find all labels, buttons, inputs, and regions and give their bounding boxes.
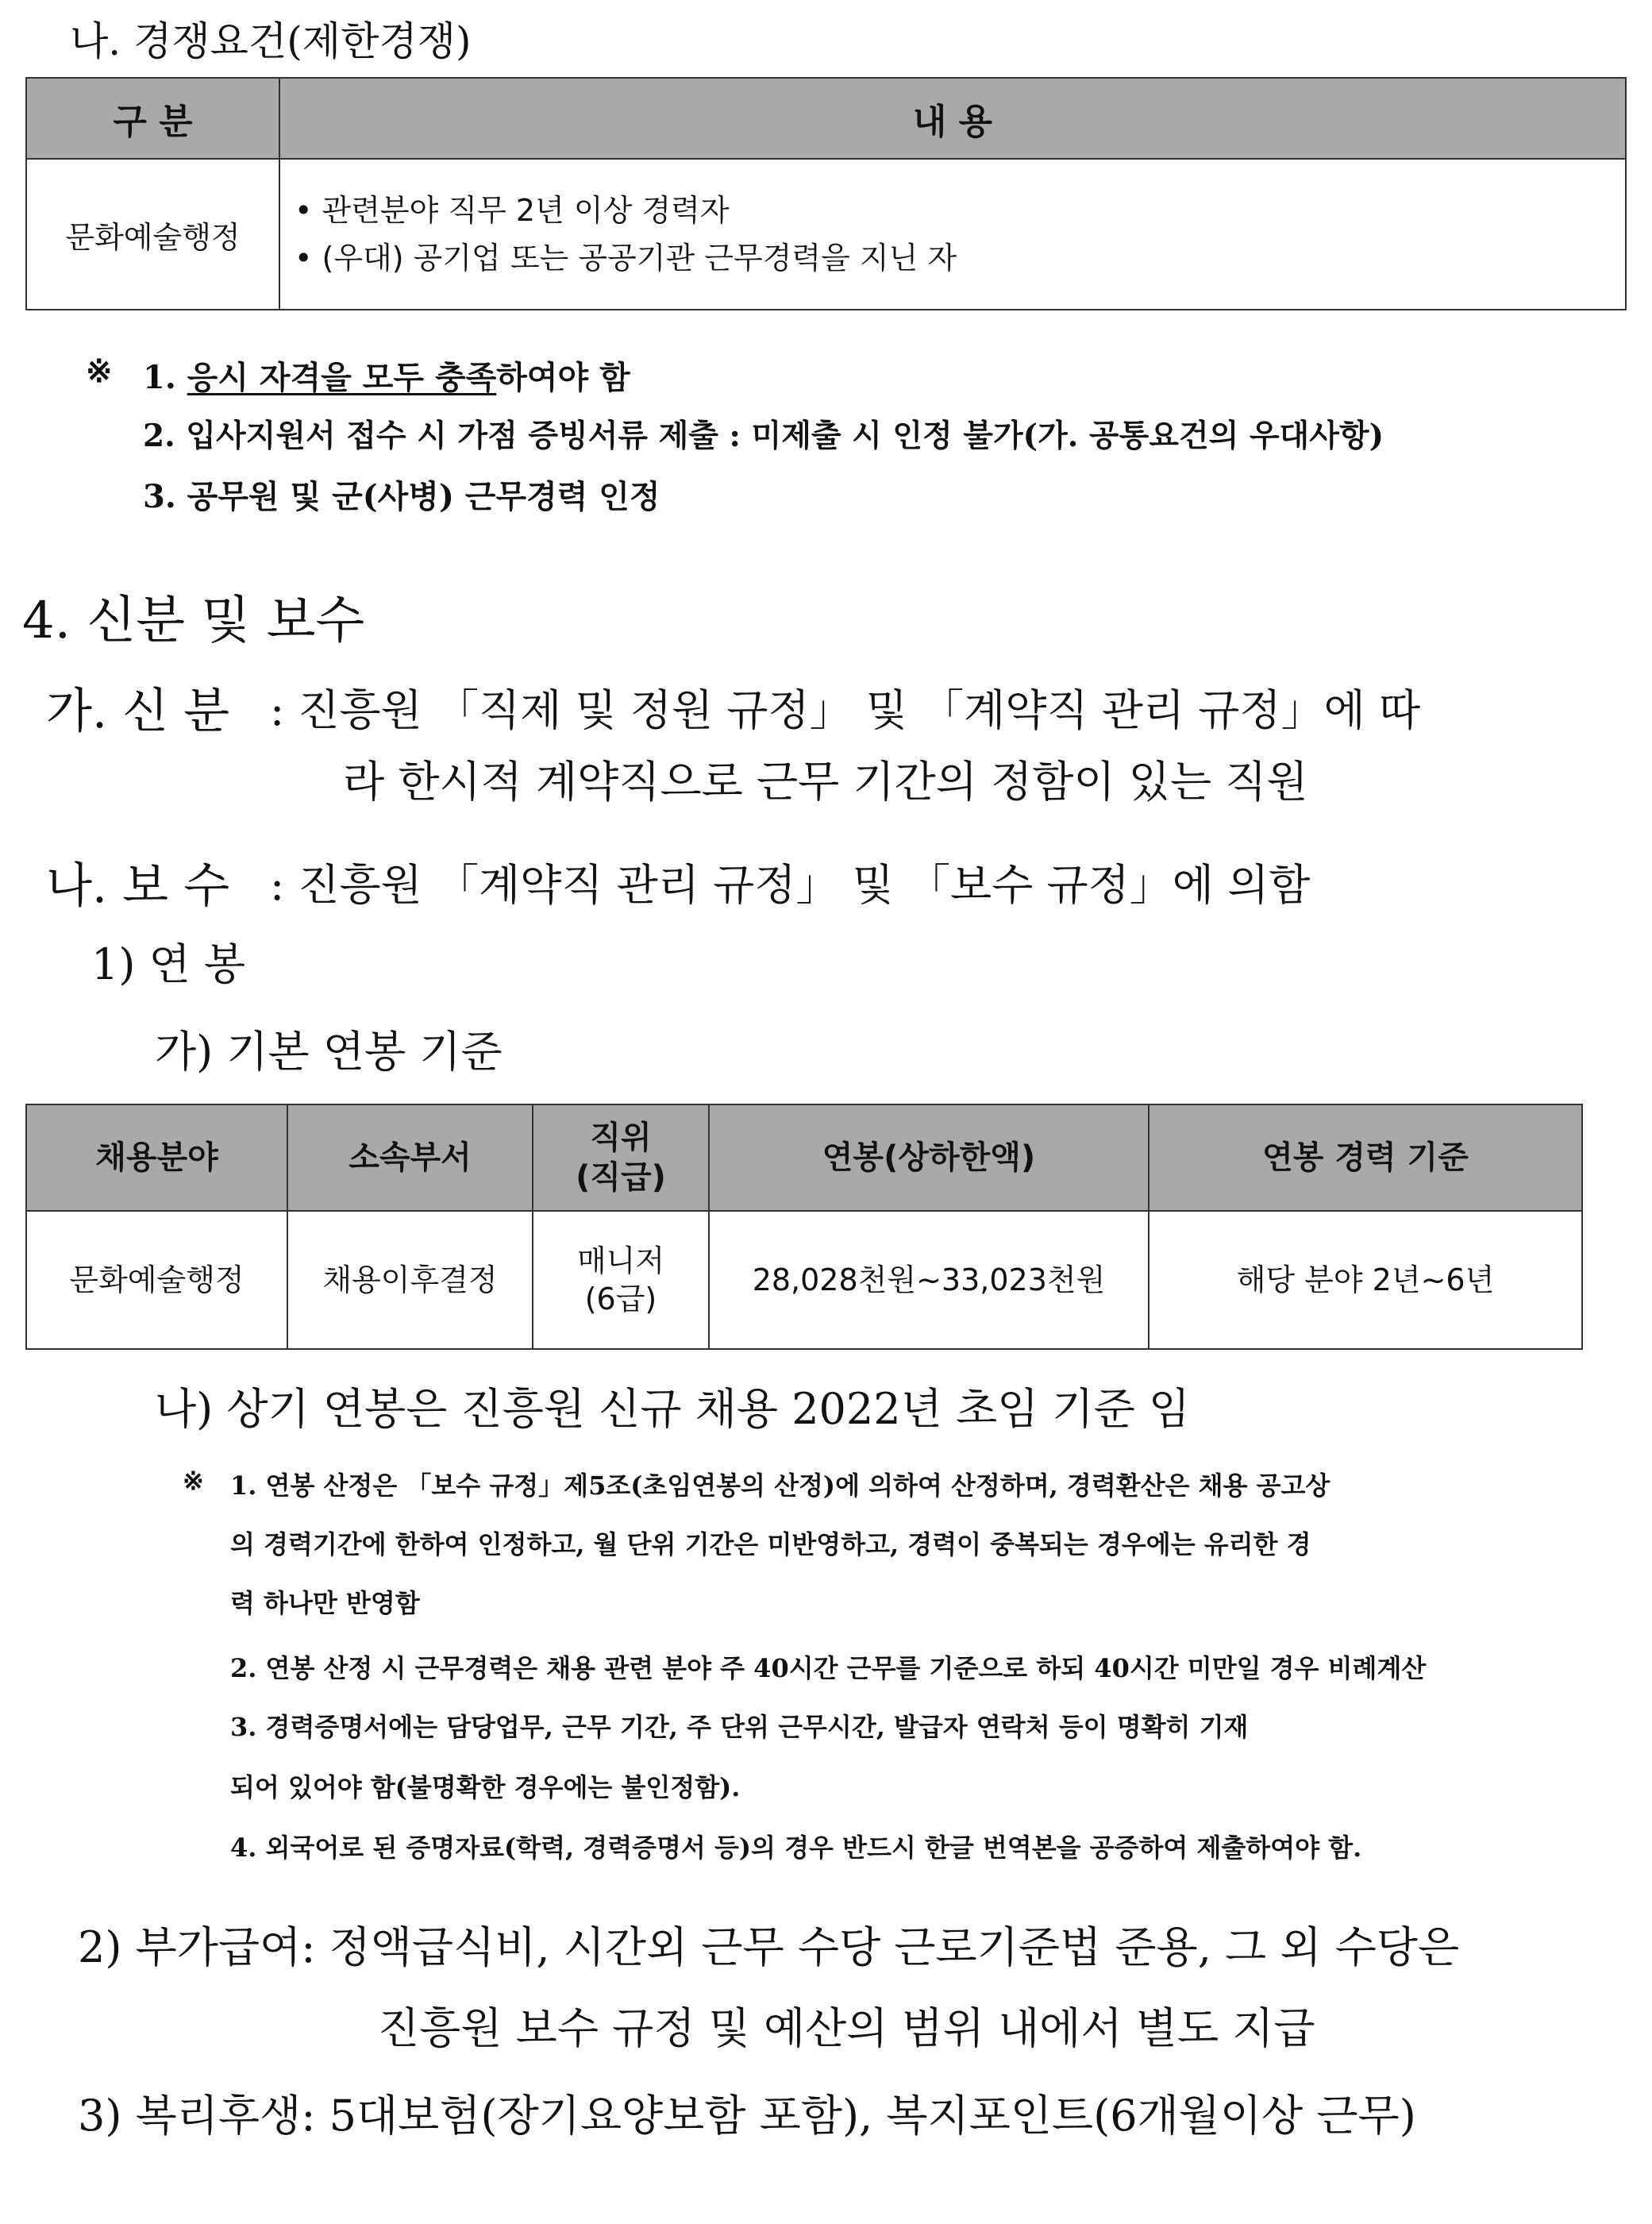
header-career-basis: 연봉 경력 기준 bbox=[1149, 1104, 1582, 1211]
header-field: 채용분야 bbox=[26, 1104, 287, 1211]
note-3: 3. 공무원 및 군(사병) 근무경력 인정 bbox=[143, 478, 660, 515]
field-cell: 문화예술행정 bbox=[26, 159, 279, 310]
header-salary-range: 연봉(상하한액) bbox=[709, 1104, 1149, 1211]
salary-range-cell: 28,028천원~33,023천원 bbox=[709, 1211, 1149, 1349]
requirement-item: • (우대) 공기업 또는 공공기관 근무경력을 지닌 자 bbox=[295, 241, 957, 276]
note-mark: ※ bbox=[183, 1466, 204, 1496]
table-row bbox=[26, 1211, 1582, 1349]
table-header-row bbox=[26, 1104, 1582, 1211]
basic-salary-title: 가) 기본 연봉 기준 bbox=[155, 1027, 503, 1077]
status-label: 가. 신 분 bbox=[46, 684, 230, 739]
annual-salary-label: 1) 연 봉 bbox=[91, 939, 246, 989]
pay-label: 나. 보 수 bbox=[46, 858, 230, 914]
section-title-status-pay: 4. 신분 및 보수 bbox=[22, 592, 365, 650]
salary-table bbox=[25, 1104, 1583, 1350]
position-cell bbox=[533, 1211, 709, 1349]
requirements-cell bbox=[279, 159, 1626, 310]
note-mark: ※ bbox=[86, 353, 113, 390]
note-2: 2. 입사지원서 접수 시 가점 증빙서류 제출 : 미제출 시 인정 불가(가. 공통요건의 우대사항) bbox=[143, 418, 1384, 454]
extra-pay-line1: 2) 부가급여: 정액급식비, 시간외 근무 수당 근로기준법 준용, 그 외 수당은 bbox=[78, 1922, 1460, 1972]
note-1-number: 1. bbox=[143, 359, 176, 396]
department-cell: 채용이후결정 bbox=[287, 1211, 533, 1349]
table-header-row bbox=[26, 78, 1626, 159]
pay-text: : 진흥원 「계약직 관리 규정」 및 「보수 규정」에 의함 bbox=[270, 860, 1311, 910]
salary-note-1-line1: 1. 연봉 산정은 「보수 규정」제5조(초임연봉의 산정)에 의하여 산정하며, 경력환산은 채용 공고상 bbox=[230, 1470, 1330, 1501]
status-text-line2: 라 한시적 계약직으로 근무 기간의 정함이 있는 직원 bbox=[343, 757, 1308, 807]
table-row bbox=[26, 159, 1626, 310]
section-title-competition: 나. 경쟁요건(제한경쟁) bbox=[70, 18, 472, 64]
welfare-text: 3) 복리후생: 5대보험(장기요양보함 포함), 복지포인트(6개월이상 근무) bbox=[78, 2091, 1416, 2141]
field-cell: 문화예술행정 bbox=[26, 1211, 287, 1349]
status-text-line1: : 진흥원 「직제 및 정원 규정」 및 「계약직 관리 규정」에 따 bbox=[270, 685, 1421, 735]
note-1 bbox=[143, 353, 630, 398]
salary-note-3-line2: 되어 있어야 함(불명확한 경우에는 불인정함). bbox=[230, 1772, 741, 1802]
header-department: 소속부서 bbox=[287, 1104, 533, 1211]
header-category: 구 분 bbox=[26, 78, 279, 159]
salary-note-4: 4. 외국어로 된 증명자료(학력, 경력증명서 등)의 경우 반드시 한글 번역본을 공증하여 제출하여야 함. bbox=[230, 1833, 1362, 1863]
extra-pay-line2: 진흥원 보수 규정 및 예산의 범위 내에서 별도 지급 bbox=[378, 2003, 1315, 2053]
position-grade: (6급) bbox=[584, 1282, 657, 1316]
requirement-item: • 관련분야 직무 2년 이상 경력자 bbox=[295, 193, 730, 228]
salary-note-2: 2. 연봉 산정 시 근무경력은 채용 관련 분야 주 40시간 근무를 기준으로 하되 40시간 미만일 경우 비례계산 bbox=[230, 1653, 1427, 1683]
header-position-line2: (직급) bbox=[576, 1159, 666, 1196]
note-1-emphasis: 응시 자격을 모두 충족 bbox=[187, 359, 497, 396]
salary-basis-text: 나) 상기 연봉은 진흥원 신규 채용 2022년 초임 기준 임 bbox=[155, 1384, 1191, 1434]
header-content: 내 용 bbox=[279, 78, 1626, 159]
note-1-rest: 하여야 함 bbox=[496, 359, 630, 396]
salary-note-1-line2: 의 경력기간에 한하여 인정하고, 월 단위 기간은 미반영하고, 경력이 중복되는 경우에는 유리한 경 bbox=[230, 1529, 1311, 1559]
salary-note-3-line1: 3. 경력증명서에는 담당업무, 근무 기간, 주 단위 근무시간, 발급자 연락처 등이 명확히 기재 bbox=[230, 1712, 1249, 1742]
header-position bbox=[533, 1104, 709, 1211]
salary-note-1-line3: 력 하나만 반영함 bbox=[230, 1588, 420, 1618]
competition-requirements-table bbox=[25, 77, 1627, 310]
header-position-line1: 직위 bbox=[590, 1120, 652, 1156]
position-title: 매니저 bbox=[576, 1243, 665, 1278]
career-basis-cell: 해당 분야 2년~6년 bbox=[1149, 1211, 1582, 1349]
